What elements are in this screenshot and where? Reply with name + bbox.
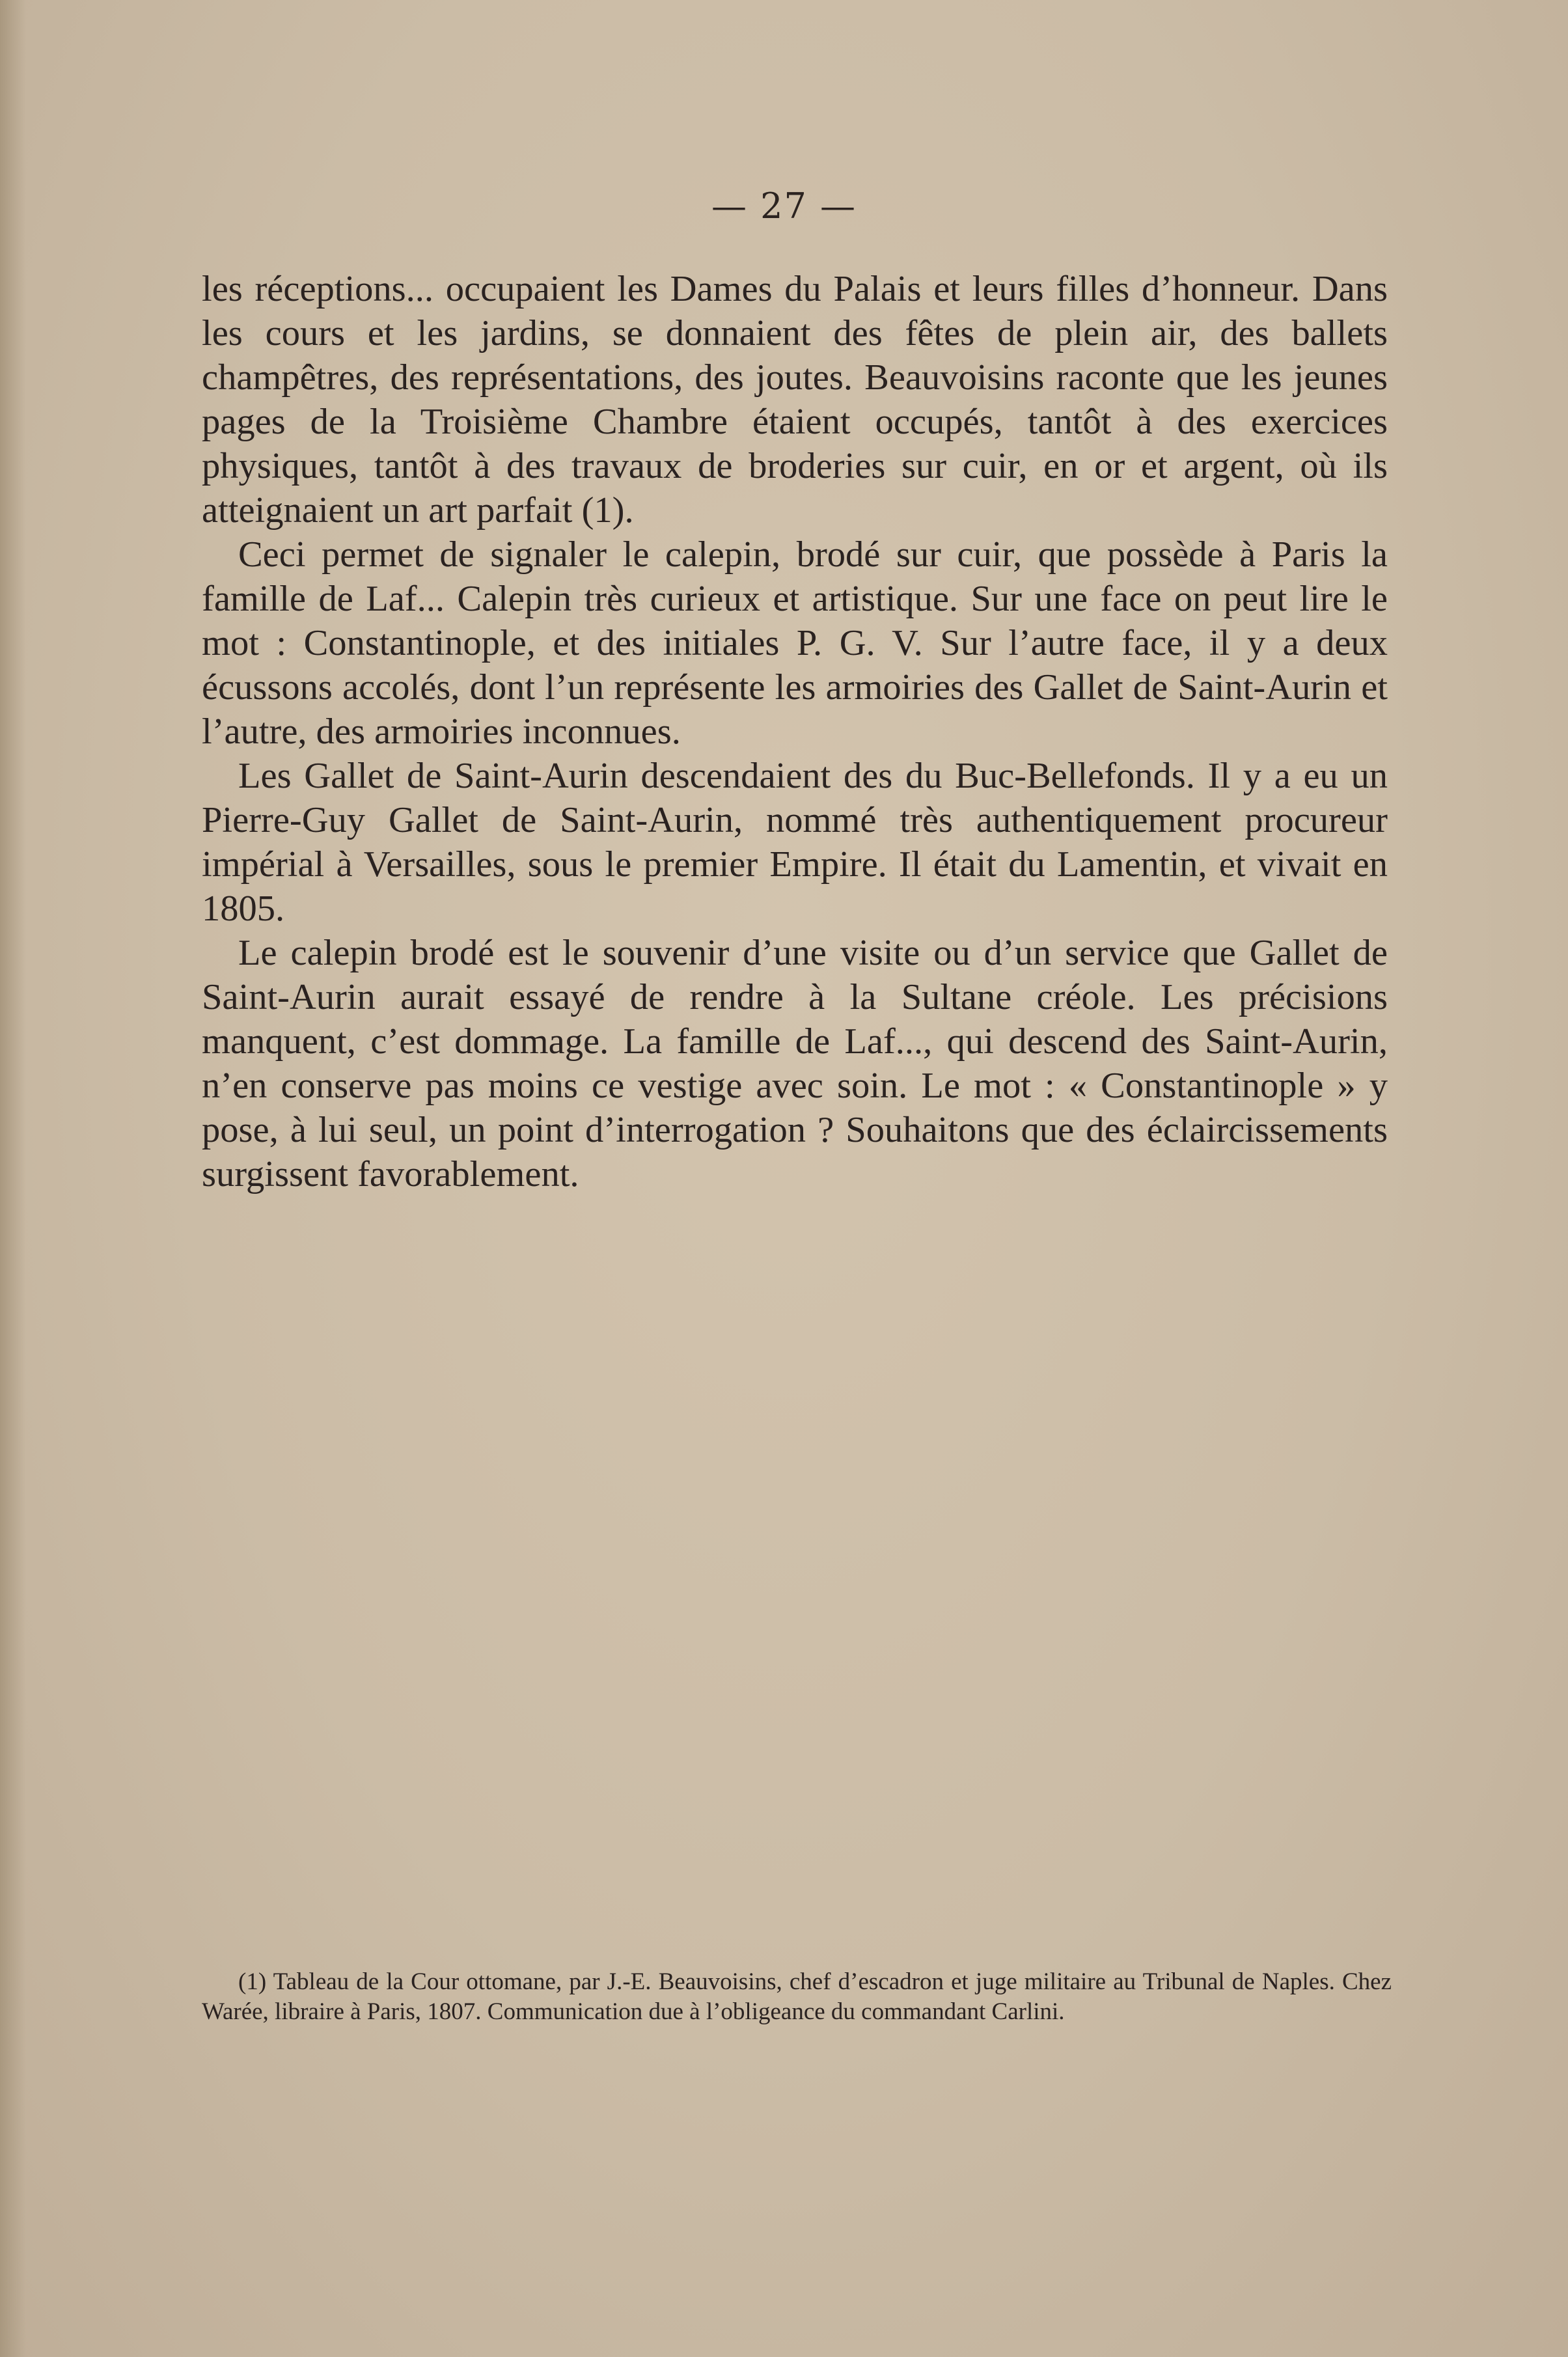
- paragraph-1: les réceptions... occupaient les Dames du Palais et leurs filles d’honneur. Dans les cours et les jardins, se donnaient des fêtes de plein air, des ballets champêtres, des représentations, des joutes. Beauvoisins raconte que les jeunes pages de la Troisième Chambre étaient occupés, tantôt à des exercices physiques, tantôt à des travaux de broderies sur cuir, en or et argent, où ils atteignaient un art parfait (1).: [202, 269, 1388, 531]
- page-binding-shadow: [0, 0, 26, 2357]
- page-number: — 27 —: [711, 186, 857, 227]
- paragraph-2: Ceci permet de signaler le calepin, brodé sur cuir, que possède à Paris la famille de Laf... Calepin très curieux et artistique. Sur une face on peut lire le mot : Constantinople, et des initiales P. G. V. Sur l’autre face, il y a deux écussons accolés, dont l’un représente les armoiries des Gallet de Saint-Aurin et l’autre, des armoiries inconnues.: [202, 534, 1388, 752]
- paragraph-3: Les Gallet de Saint-Aurin descendaient des du Buc-Bellefonds. Il y a eu un Pierre-Guy Gallet de Saint-Aurin, nommé très authentiquement procureur impérial à Versailles, sous le premier Empire. Il était du Lamentin, et vivait en 1805.: [202, 756, 1388, 929]
- main-text: [202, 267, 1388, 1196]
- footnote: (1) Tableau de la Cour ottomane, par J.-E. Beauvoisins, chef d’escadron et juge militaire au Tribunal de Naples. Chez Warée, libraire à Paris, 1807. Communication due à l’obligeance du commandant Carlini.: [202, 1968, 1392, 2025]
- paragraph-4: Le calepin brodé est le souvenir d’une visite ou d’un service que Gallet de Saint-Aurin aurait essayé de rendre à la Sultane créole. Les précisions manquent, c’est dommage. La famille de Laf..., qui descend des Saint-Aurin, n’en conserve pas moins ce vestige avec soin. Le mot : « Constantinople » y pose, à lui seul, un point d’interrogation ? Souhaitons que des éclaircissements surgissent favorablement.: [202, 933, 1388, 1194]
